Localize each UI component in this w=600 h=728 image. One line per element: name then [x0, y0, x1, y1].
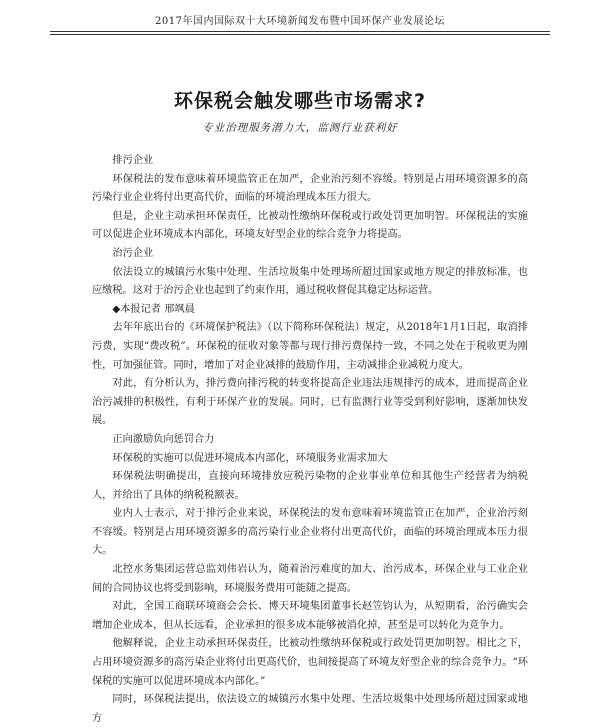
body-paragraph: 对此，全国工商联环境商会会长、博天环境集团董事长赵笠钧认为，从短期看，治污确实会增加企业成本，但从长远看，企业承担的很多成本能够被消化掉，甚至是可以转化为竞争力。	[92, 601, 528, 631]
body-paragraph: 去年年底出台的《环境保护税法》（以下简称环保税法）规定，从2018年1月1日起，取消排污费，实现“费改税”。环保税的征收对象等都与现行排污费保持一致，不同之处在于税收更为刚性，可加强征管。同时，增加了对企业减排的鼓励作用，主动减排企业减税力度大。	[92, 322, 528, 371]
body-paragraph: 业内人士表示，对于排污企业来说，环保税法的发布意味着环境监管正在加严，企业治污刻不容缓。特别是占用环境资源多的高污染行业企业将付出更高代价，面临的环境治理成本压力很大。	[92, 508, 528, 557]
section-heading: ◆本报记者 邢飒晨	[112, 303, 195, 315]
body-paragraph: 但是，企业主动承担环保责任，比被动性缴纳环保税或行政处罚更加明智。环保税法的实施可以促进企业环境成本内部化，环境友好型企业的综合竞争力将提高。	[92, 210, 528, 241]
article-title: 环保税会触发哪些市场需求?	[173, 90, 427, 112]
article-subtitle: 专业治理服务潜力大，监测行业获利好	[202, 122, 398, 134]
body-paragraph: 北控水务集团运营总监刘伟岩认为，随着治污难度的加大、治污成本，环保企业与工业企业间的合同协议也将受到影响，环境服务费用可能随之提高。	[92, 564, 528, 594]
page-header: 2017年国内国际双十大环境新闻发布暨中国环保产业发展论坛	[50, 12, 550, 32]
section-heading: 环保税的实施可以促进环境成本内部化，环境服务业需求加大	[112, 452, 388, 464]
body-paragraph: 环保税法明确提出，直接向环境排放应税污染物的企业事业单位和其他生产经营者为纳税人，并给出了具体的纳税税额表。	[92, 471, 528, 501]
section-heading: 排污企业	[112, 155, 154, 166]
body-paragraph: 依法设立的城镇污水集中处理、生活垃圾集中处理场所超过国家或地方规定的排放标准，也应缴税。这对于治污企业也起到了约束作用，通过税收督促其稳定达标运营。	[92, 266, 528, 297]
body-paragraph: 同时，环保税法提出，依法设立的城镇污水集中处理、生活垃圾集中处理场所超过国家或地方	[92, 694, 528, 724]
article-body	[92, 152, 528, 728]
section-heading: 治污企业	[112, 247, 154, 259]
section-heading: 正向激励负向惩罚合力	[112, 433, 215, 445]
body-paragraph: 对此，有分析认为，排污费向排污税的转变将提高企业违法违规排污的成本，进而提高企业治污减排的积极性，有利于环保产业的发展。同时，已有监测行业等受到利好影响，逐渐加快发展。	[92, 378, 528, 427]
body-paragraph: 环保税法的发布意味着环境监管正在加严，企业治污刻不容缓。特别是占用环境资源多的高污染行业企业将付出更高代价，面临的环境治理成本压力很大。	[92, 173, 528, 204]
body-paragraph: 他解释说，企业主动承担环保责任，比被动性缴纳环保税或行政处罚更加明智。相比之下，占用环境资源多的高污染企业将付出更高代价，也间接提高了环境友好型企业的综合竞争力。“环保税的实施可以促进环境成本内部化。”	[92, 638, 528, 687]
